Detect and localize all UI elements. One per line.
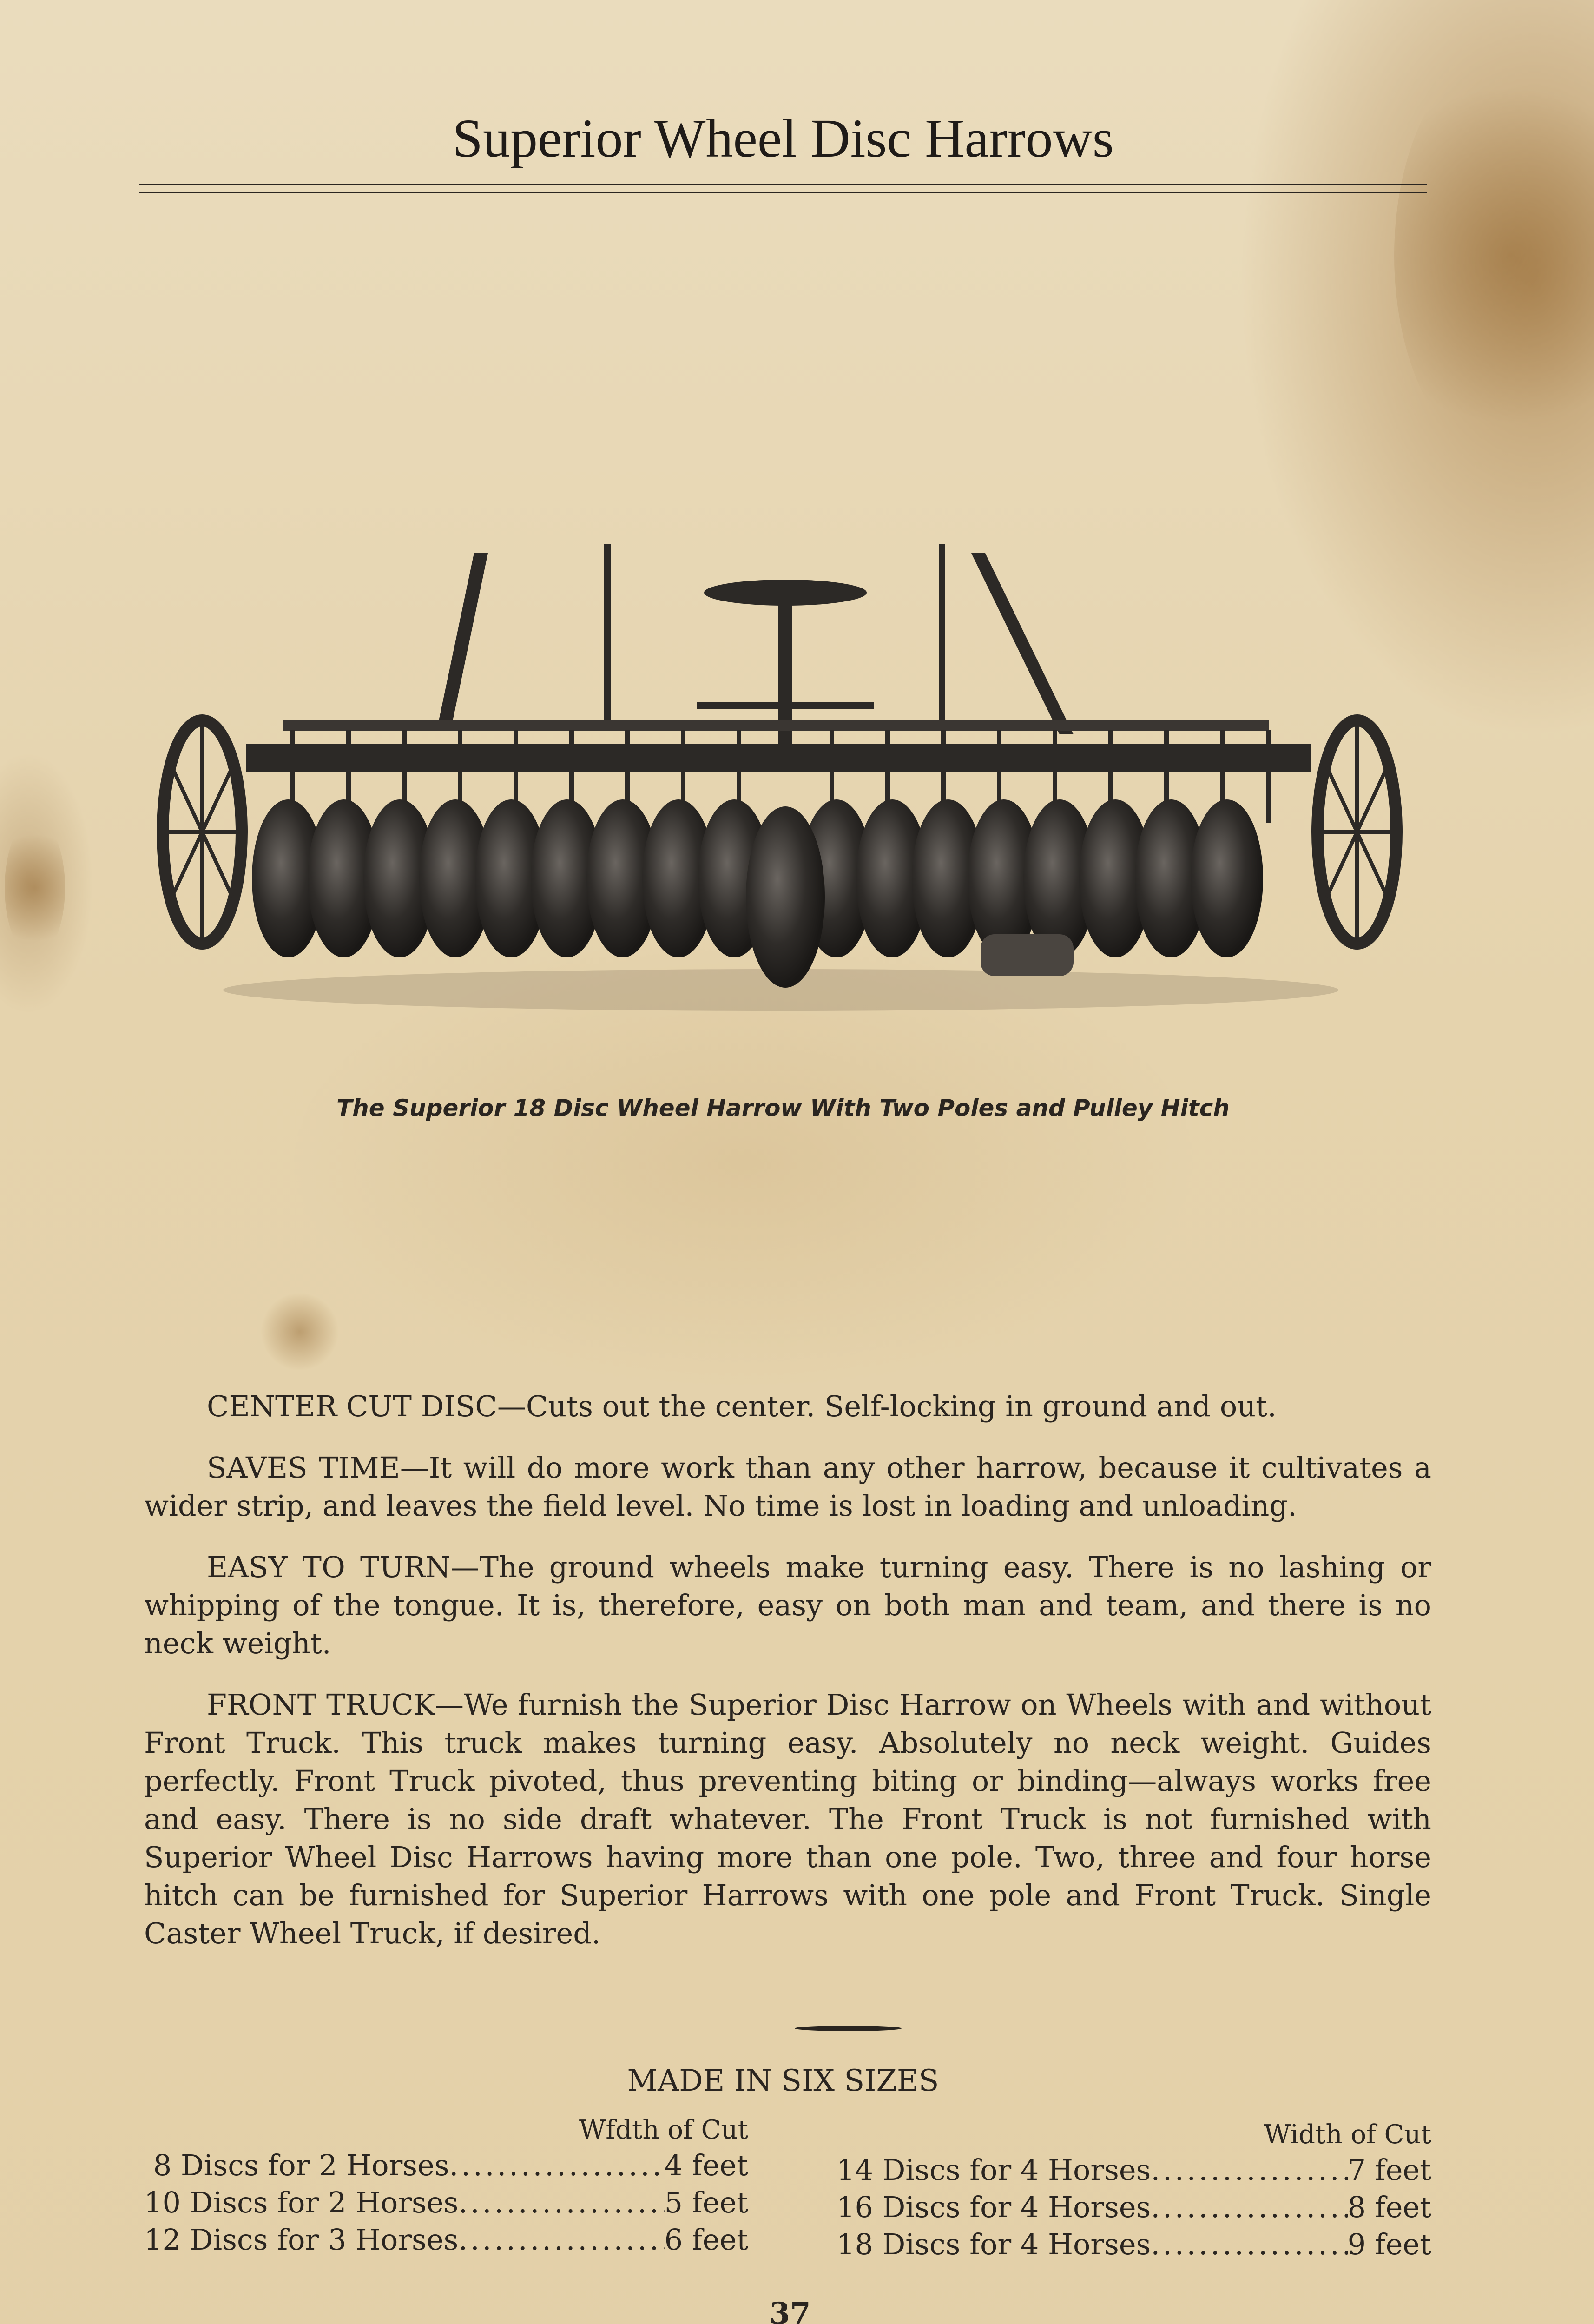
size-row: 16 Discs for 4 Horses ..... 8 feet <box>837 2189 1431 2226</box>
harrow-discs <box>252 799 1263 988</box>
paragraph-saves-time: SAVES TIME—It will do more work than any other harrow, because it cultivates a wider strip, and leaves the field level. No time is lost in loading and unloading. <box>144 1451 1431 1523</box>
size-row: 12 Discs for 3 Horses ..... 6 feet <box>144 2221 748 2258</box>
sizes-right-column <box>837 2119 1431 2263</box>
water-stain <box>5 818 65 957</box>
width-of-cut-header: Width of Cut <box>1264 2119 1431 2150</box>
sizes-left-column <box>144 2115 748 2258</box>
header-rule-top <box>139 184 1427 185</box>
page-title: Superior Wheel Disc Harrows <box>452 108 1114 169</box>
disc-harrow-illustration <box>153 525 1408 1037</box>
sizes-title: MADE IN SIX SIZES <box>627 2064 939 2098</box>
size-row: 18 Discs for 4 Horses ..... 9 feet <box>837 2226 1431 2263</box>
header-rule-bottom <box>139 192 1427 193</box>
figure-caption: The Superior 18 Disc Wheel Harrow With Two Poles and Pulley Hitch <box>336 1095 1230 1122</box>
section-divider <box>795 2026 902 2031</box>
right-wheel <box>1317 720 1396 944</box>
paragraph-easy-to-turn: EASY TO TURN—The ground wheels make turning easy. There is no lashing or whipping of the tongue. It is, therefore, easy on both man and team, and there is no neck weight. <box>144 1550 1431 1660</box>
size-row: 10 Discs for 2 Horses ..... 5 feet <box>144 2184 748 2221</box>
size-row: 14 Discs for 4 Horses ..... 7 feet <box>837 2152 1431 2189</box>
left-wheel <box>163 720 242 944</box>
paragraph-front-truck: FRONT TRUCK—We furnish the Superior Disc Harrow on Wheels with and without Front Truck. This truck makes turning easy. Absolutely no neck weight. Guides perfectly. Front Truck pivoted, thus preventing biting or binding—always works free and easy. There is no side draft whatever. The Front Truck is not furnished with Superior Wheel Disc Harrows having more than one pole. Two, three and four horse hitch can be furnished for Superior Harrows with one pole and Front Truck. Single Caster Wheel Truck, if desired. <box>144 1688 1431 1950</box>
width-of-cut-header: Wfdth of Cut <box>579 2115 748 2145</box>
page-number: 37 <box>769 2296 811 2324</box>
paragraph-center-cut: CENTER CUT DISC—Cuts out the center. Self-locking in ground and out. <box>207 1389 1277 1423</box>
water-stain <box>260 1292 339 1371</box>
size-row: 8 Discs for 2 Horses ..... 4 feet <box>144 2147 748 2184</box>
description-body <box>144 1387 1431 1976</box>
